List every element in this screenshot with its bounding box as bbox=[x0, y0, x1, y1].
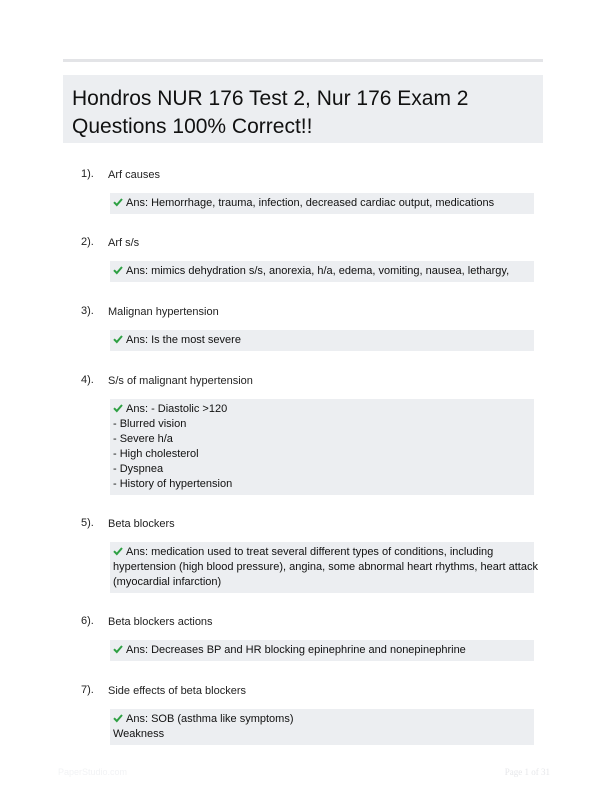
footer-site-watermark: PaperStudio.com bbox=[58, 767, 128, 777]
answer-line: hypertension (high blood pressure), angina, some abnormal heart rhythms, heart attack bbox=[113, 561, 538, 573]
answer-line: Ans: SOB (asthma like symptoms) bbox=[113, 712, 530, 727]
question-number: 6). bbox=[81, 615, 94, 627]
answer-line: Ans: medication used to treat several different types of conditions, including bbox=[113, 545, 530, 560]
answer-line: Ans: Hemorrhage, trauma, infection, decreased cardiac output, medications bbox=[113, 196, 530, 211]
answer-box bbox=[110, 640, 534, 661]
answer-line: Ans: mimics dehydration s/s, anorexia, h/a, edema, vomiting, nausea, lethargy, bbox=[113, 264, 530, 279]
answer-box bbox=[110, 193, 534, 214]
question-text: Side effects of beta blockers bbox=[108, 685, 246, 697]
question-number: 5). bbox=[81, 517, 94, 529]
answer-line: Ans: - Diastolic >120 bbox=[113, 402, 530, 417]
footer-page-number: Page 1 of 31 bbox=[504, 767, 550, 777]
question-text: Beta blockers actions bbox=[108, 616, 213, 628]
top-divider bbox=[63, 59, 543, 62]
question-number: 7). bbox=[81, 684, 94, 696]
question-number: 4). bbox=[81, 374, 94, 386]
answer-line: (myocardial infarction) bbox=[113, 576, 222, 588]
answer-box bbox=[110, 330, 534, 351]
question-text: Malignan hypertension bbox=[108, 306, 219, 318]
answer-box bbox=[110, 709, 534, 745]
check-icon bbox=[113, 644, 123, 654]
answer-line: - Dyspnea bbox=[113, 463, 164, 475]
document-title bbox=[72, 85, 534, 141]
question-text: Arf s/s bbox=[108, 237, 140, 249]
check-icon bbox=[113, 197, 123, 207]
answer-line: Weakness bbox=[113, 728, 165, 740]
answer-box bbox=[110, 399, 534, 495]
title-banner bbox=[63, 75, 543, 143]
answer-line: Ans: Decreases BP and HR blocking epinephrine and nonepinephrine bbox=[113, 643, 530, 658]
answer-box bbox=[110, 542, 538, 593]
question-number: 1). bbox=[81, 168, 94, 180]
answer-line: - History of hypertension bbox=[113, 478, 233, 490]
check-icon bbox=[113, 334, 123, 344]
question-number: 3). bbox=[81, 305, 94, 317]
question-text: Arf causes bbox=[108, 169, 160, 181]
check-icon bbox=[113, 265, 123, 275]
question-number: 2). bbox=[81, 236, 94, 248]
answer-box bbox=[110, 261, 534, 282]
check-icon bbox=[113, 713, 123, 723]
answer-line: - High cholesterol bbox=[113, 448, 199, 460]
title-line-2: Questions 100% Correct!! bbox=[72, 115, 313, 138]
check-icon bbox=[113, 546, 123, 556]
title-line-1: Hondros NUR 176 Test 2, Nur 176 Exam 2 bbox=[72, 87, 469, 110]
answer-line: - Blurred vision bbox=[113, 418, 187, 430]
check-icon bbox=[113, 403, 123, 413]
question-text: Beta blockers bbox=[108, 518, 175, 530]
question-text: S/s of malignant hypertension bbox=[108, 375, 253, 387]
answer-line: Ans: Is the most severe bbox=[113, 333, 530, 348]
answer-line: - Severe h/a bbox=[113, 433, 173, 445]
